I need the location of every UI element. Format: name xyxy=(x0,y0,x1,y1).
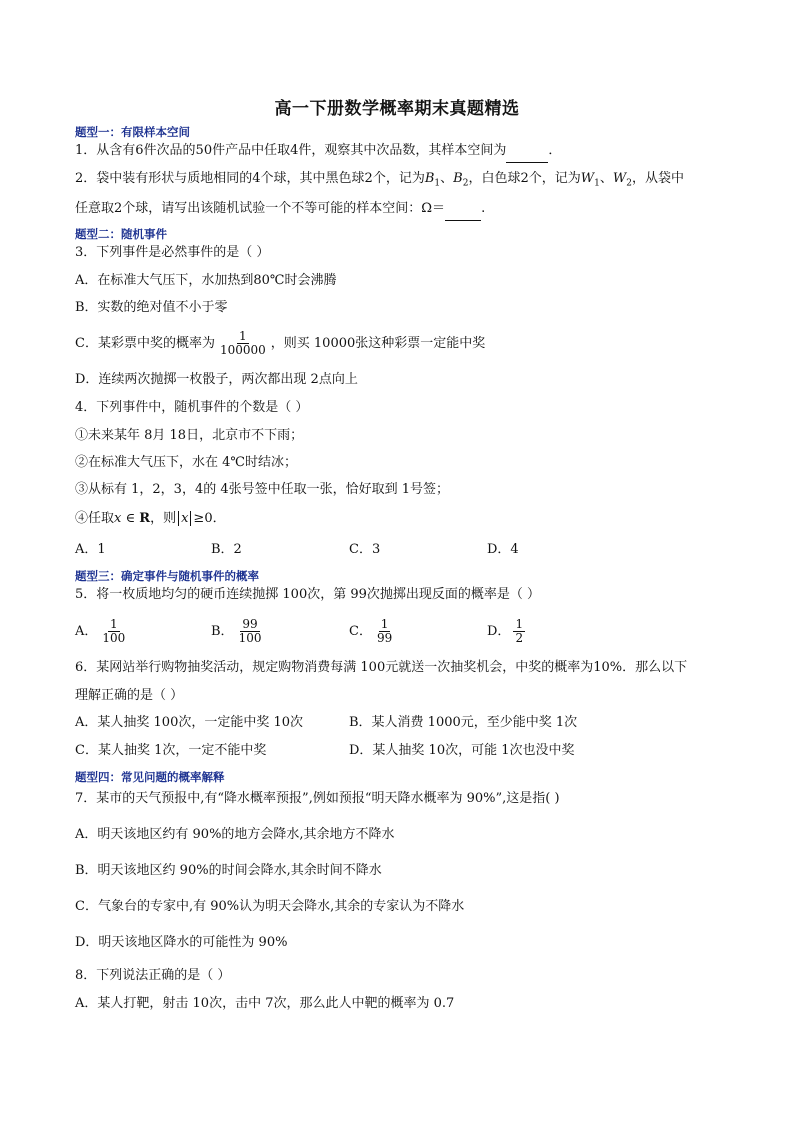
question-3-option-b: B．实数的绝对值不小于零 xyxy=(75,300,228,315)
question-4-choice-b: B．2 xyxy=(211,542,242,557)
question-2-text: 任意取2个球，请写出该随机试验一个不等可能的样本空间：Ω＝ xyxy=(75,201,446,216)
variable-w2: W xyxy=(612,171,627,186)
question-4-item-1: ①未来某年 8月 18日，北京市不下雨； xyxy=(75,428,304,443)
question-6-choice-b: B．某人消费 1000元，至少能中奖 1次 xyxy=(349,715,578,730)
question-2-line-1 xyxy=(75,170,684,193)
question-4-choice-a: A．1 xyxy=(75,542,106,557)
option-text: C．某彩票中奖的概率为 xyxy=(75,336,215,351)
variable-b2: B xyxy=(453,171,463,186)
question-6-choice-c: C．某人抽奖 1次，一定不能中奖 xyxy=(75,743,267,758)
fraction-denominator: 100000 xyxy=(219,343,266,357)
question-4-stem: 4．下列事件中，随机事件的个数是（ ） xyxy=(75,400,309,415)
question-2-line-2 xyxy=(75,200,485,221)
question-5-choice-c xyxy=(349,618,397,645)
question-5-choice-a xyxy=(75,618,130,645)
question-7-option-b: B．明天该地区约 90%的时间会降水,其余时间不降水 xyxy=(75,863,382,878)
question-2-text: ，白色球2个，记为 xyxy=(468,171,581,186)
question-1 xyxy=(75,142,561,163)
section-heading-4: 题型四：常见问题的概率解释 xyxy=(75,770,225,784)
section-heading-2: 题型二：随机事件 xyxy=(75,227,167,241)
option-text: ，则买 10000张这种彩票一定能中奖 xyxy=(270,336,486,351)
separator: 、 xyxy=(599,171,613,186)
question-5-stem: 5．将一枚质地均匀的硬币连续抛掷 100次，第 99次抛掷出现反面的概率是（ ） xyxy=(75,587,541,602)
question-6-line-1: 6．某网站举行购物抽奖活动，规定购物消费每满 100元就送一次抽奖机会，中奖的概率为10%．那么以下 xyxy=(75,660,688,675)
item-text: ④任取 xyxy=(75,511,115,526)
fraction xyxy=(513,618,525,645)
question-6-choice-d: D．某人抽奖 10次，可能 1次也没中奖 xyxy=(349,743,575,758)
fraction-numerator: 99 xyxy=(242,617,258,631)
real-numbers-symbol: R xyxy=(139,511,151,526)
section-heading-3: 题型三：确定事件与随机事件的概率 xyxy=(75,569,259,583)
question-1-text: 1．从含有6件次品的50件产品中任取4件，观察其中次品数，其样本空间为 xyxy=(75,143,507,158)
question-2-text: 2．袋中装有形状与质地相同的4个球，其中黑色球2个，记为 xyxy=(75,171,425,186)
variable-b1: B xyxy=(424,171,435,186)
answer-blank[interactable] xyxy=(506,144,548,163)
fraction xyxy=(375,618,394,645)
fraction xyxy=(100,618,127,645)
subscript: 2 xyxy=(462,178,469,189)
question-4-item-3: ③从标有 1，2，3，4的 4张号签中任取一张，恰好取到 1号签； xyxy=(75,482,450,497)
fraction-numerator: 1 xyxy=(515,617,524,631)
fraction-denominator: 2 xyxy=(515,631,524,645)
fraction-denominator: 100 xyxy=(238,631,262,645)
question-4-item-4 xyxy=(75,510,226,528)
item-text: ≥0． xyxy=(193,511,226,526)
subscript: 2 xyxy=(626,178,632,189)
section-heading-1: 题型一：有限样本空间 xyxy=(75,125,190,139)
page-title: 高一下册数学概率期末真题精选 xyxy=(274,99,520,119)
subscript: 1 xyxy=(434,178,441,189)
choice-label: B． xyxy=(211,624,234,639)
question-3-option-d: D．连续两次抛掷一枚骰子，两次都出现 2点向上 xyxy=(75,372,358,387)
question-3-option-c xyxy=(75,330,485,357)
fraction-numerator: 1 xyxy=(239,329,247,343)
question-2-text: ，从袋中 xyxy=(631,171,684,186)
question-4-item-2: ②在标准大气压下，水在 4℃时结冰； xyxy=(75,455,297,470)
fraction xyxy=(237,618,264,645)
question-8-option-a: A．某人打靶，射击 10次，击中 7次，那么此人中靶的概率为 0.7 xyxy=(75,996,455,1011)
question-4-choice-c: C．3 xyxy=(349,542,381,557)
separator: 、 xyxy=(440,171,454,186)
absolute-value xyxy=(178,511,191,526)
question-7-stem: 7．某市的天气预报中,有“降水概率预报”,例如预报“明天降水概率为 90%”,这是指( ) xyxy=(75,791,560,806)
question-7-option-c: C．气象台的专家中,有 90%认为明天会降水,其余的专家认为不降水 xyxy=(75,899,465,914)
question-7-option-a: A．明天该地区约有 90%的地方会降水,其余地方不降水 xyxy=(75,827,395,842)
choice-label: D． xyxy=(487,624,511,639)
item-text: ，则 xyxy=(150,511,177,526)
subscript: 1 xyxy=(594,178,600,189)
question-7-option-d: D．明天该地区降水的可能性为 90% xyxy=(75,935,288,950)
question-3-option-a: A．在标准大气压下，水加热到80℃时会沸腾 xyxy=(75,273,337,288)
question-6-line-2: 理解正确的是（ ） xyxy=(75,688,184,703)
question-8-stem: 8．下列说法正确的是（ ） xyxy=(75,968,231,983)
punctuation: ． xyxy=(548,143,562,158)
answer-blank[interactable] xyxy=(445,202,481,221)
question-5-choice-d xyxy=(487,618,528,645)
fraction-denominator: 100 xyxy=(102,631,126,645)
fraction-numerator: 1 xyxy=(110,617,118,631)
fraction xyxy=(218,330,268,357)
question-4-choice-d: D．4 xyxy=(487,542,519,557)
variable-x: x xyxy=(114,511,122,526)
fraction-numerator: 1 xyxy=(380,617,389,631)
fraction-denominator: 99 xyxy=(376,631,393,645)
punctuation: . xyxy=(481,201,486,216)
choice-label: A． xyxy=(75,624,98,639)
question-3-stem: 3．下列事件是必然事件的是（ ） xyxy=(75,245,270,260)
choice-label: C． xyxy=(349,624,372,639)
variable-w1: W xyxy=(580,171,595,186)
element-of: ∈ xyxy=(121,511,140,526)
question-5-choice-b xyxy=(211,618,266,645)
question-6-choice-a: A．某人抽奖 100次，一定能中奖 10次 xyxy=(75,715,304,730)
variable-x: x xyxy=(181,511,189,526)
